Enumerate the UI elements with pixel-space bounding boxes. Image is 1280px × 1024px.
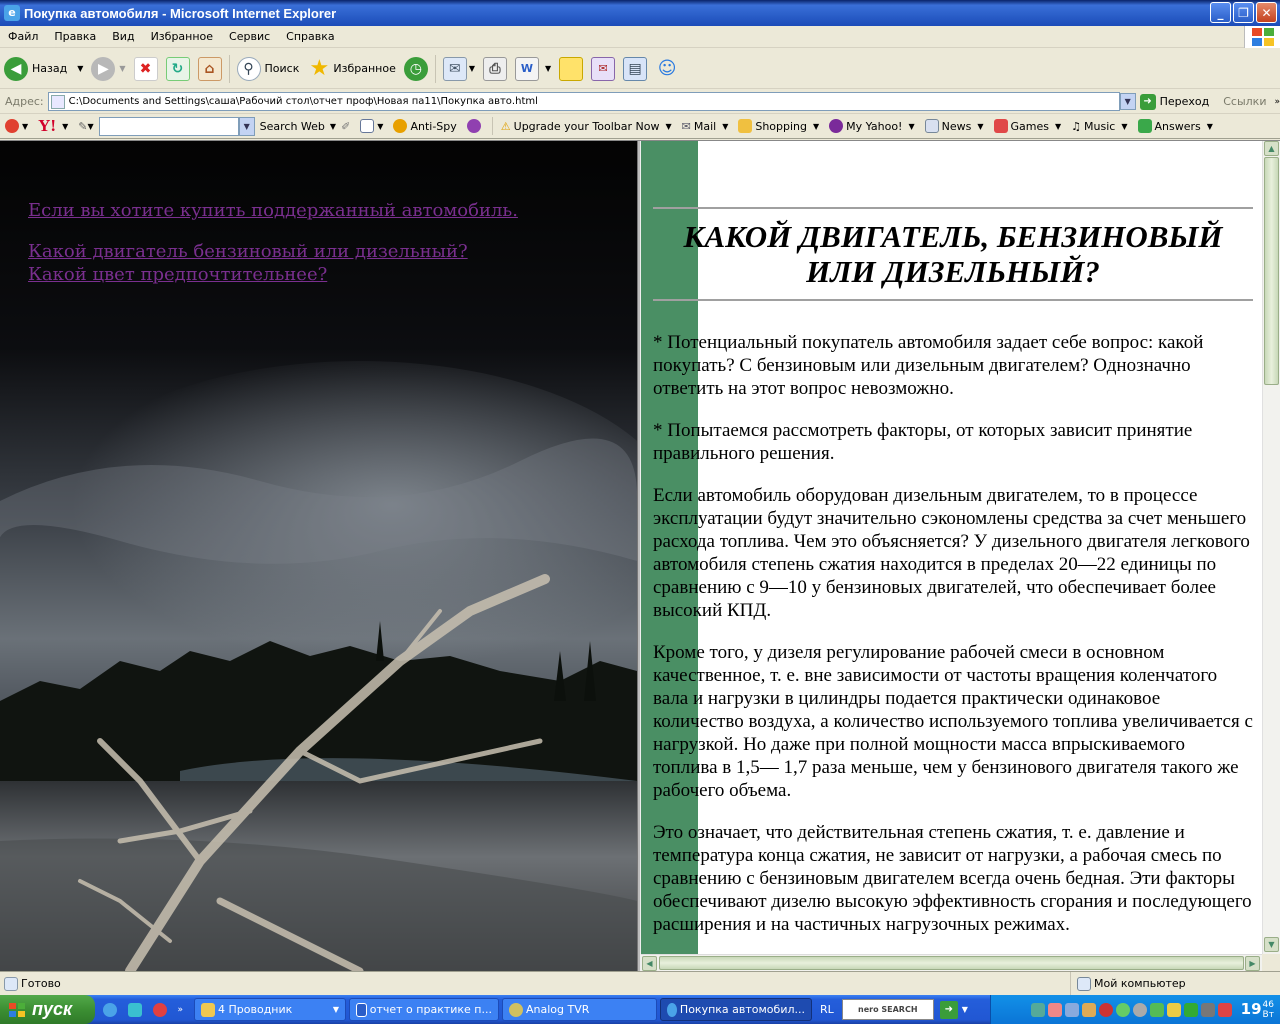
music-note-icon: ♫: [1071, 119, 1082, 133]
stop-icon: ✖: [134, 57, 158, 81]
music-link[interactable]: ♫ Music ▼: [1071, 119, 1128, 133]
popup-blocker-icon: [360, 119, 374, 133]
ie-quicklaunch-icon[interactable]: [103, 1003, 117, 1017]
vertical-scrollbar[interactable]: [1262, 141, 1280, 954]
top-rule: [653, 207, 1253, 209]
taskbar: [0, 995, 1280, 1024]
windows-flag-icon: [8, 1002, 26, 1018]
separator: [229, 55, 230, 83]
refresh-icon: ↻: [166, 57, 190, 81]
quick-launch: [95, 1003, 191, 1017]
search-web-dropdown-icon[interactable]: ▼: [329, 121, 337, 131]
status-bar: [0, 971, 1280, 995]
news-link[interactable]: News ▼: [920, 119, 989, 133]
left-frame: [0, 141, 637, 971]
separator: [435, 55, 436, 83]
radio-button[interactable]: [462, 119, 489, 133]
news-icon: [925, 119, 939, 133]
forward-arrow-icon: ▶: [91, 57, 115, 81]
minimize-button[interactable]: _: [1210, 2, 1231, 23]
paragraph-2: * Попытаемся рассмотреть факторы, от которых зависит принятие правильного решения.: [653, 420, 1193, 464]
print-icon: ⎙: [483, 57, 507, 81]
chevron-icon[interactable]: »: [1274, 96, 1280, 107]
task-ie[interactable]: Покупка автомобил...: [660, 998, 812, 1021]
scroll-down-icon[interactable]: ▼: [1264, 937, 1279, 952]
menu-help[interactable]: Справка: [286, 30, 335, 43]
paragraph-3: Если автомобиль оборудован дизельным двигателем, то в процессе эксплуатации будут значительно сэкономлены средства за счет меньшего расхода топлива. Чем это объясняется? У дизельного двигателя легкового автомобиля степень сжатия находится в пределах 20—22 единицы по сравнению с 9—10 у бензиновых двигателей, что обеспечивает более высокий КПД.: [653, 485, 1250, 621]
history-button[interactable]: [400, 52, 432, 86]
tray-icon-5[interactable]: [1099, 1003, 1113, 1017]
envelope-icon: ✉: [681, 119, 691, 133]
pencil-icon: ✎: [78, 119, 88, 133]
language-indicator[interactable]: RL: [820, 1003, 834, 1016]
folder-icon: [201, 1003, 215, 1017]
tray-icon-7[interactable]: [1133, 1003, 1147, 1017]
scroll-corner: [1262, 954, 1280, 971]
highlight-button[interactable]: [336, 120, 355, 133]
people-icon: ☺: [657, 58, 677, 79]
task-word[interactable]: отчет о практике п...: [349, 998, 499, 1021]
research-icon: ▤: [623, 57, 647, 81]
search-dropdown-icon[interactable]: ▼: [239, 117, 255, 136]
maximize-button[interactable]: ❐: [1233, 2, 1254, 23]
paragraph-4: Кроме того, у дизеля регулирование рабочей смеси в основном качественное, т. е. вне зависимости от частоты вращения коленчатого вала и нагрузки в цилиндры подается практически одинаковое количество воздуха, а количество используемого топлива увеличивается с нагрузкой. Но даже при полной мощности масса впрыскиваемого топлива в 1,5— 1,7 раза меньше, чем у бензинового двигателя такого же рабочего объема.: [653, 642, 1253, 801]
clock: 19 46 Вт: [1240, 999, 1274, 1020]
radio-icon: [467, 119, 481, 133]
address-bar: [0, 90, 1280, 114]
messenger-icon: ✉: [591, 57, 615, 81]
tray-icon-8[interactable]: [1150, 1003, 1164, 1017]
home-button[interactable]: [194, 52, 226, 86]
zone-text: Мой компьютер: [1094, 977, 1186, 990]
horizontal-scrollbar[interactable]: [641, 954, 1262, 971]
yahoo-logo-icon: Y!: [38, 116, 57, 135]
mail-icon: ✉: [443, 57, 467, 81]
toolbar: [0, 49, 1280, 89]
menu-favorites[interactable]: Избранное: [150, 30, 214, 43]
back-arrow-icon: ◀: [4, 57, 28, 81]
nero-dropdown-icon[interactable]: ▼: [961, 1005, 968, 1014]
go-button[interactable]: ➜ Переход: [1136, 91, 1214, 113]
right-frame: [641, 141, 1262, 954]
separator: [492, 117, 493, 135]
status-text: Готово: [21, 977, 61, 990]
contacts-button[interactable]: [651, 52, 683, 86]
yahoo-toolbar: [0, 114, 1280, 139]
scroll-left-icon[interactable]: ◀: [642, 956, 657, 971]
nav-links: [28, 199, 518, 286]
upgrade-button[interactable]: ⚠ Upgrade your Toolbar Now ▼: [500, 119, 672, 133]
answers-link[interactable]: Answers ▼: [1133, 119, 1218, 133]
search-button[interactable]: ⚲ Поиск: [233, 52, 304, 86]
menu-bar: [0, 26, 1280, 48]
search-web-button[interactable]: Search Web: [259, 119, 325, 133]
tvr-icon: [509, 1003, 523, 1017]
address-input[interactable]: C:\Documents and Settings\саша\Рабочий стол\отчет проф\Новая па11\Покупка авто.html: [48, 92, 1120, 111]
scroll-right-icon[interactable]: ▶: [1245, 956, 1260, 971]
windows-logo-icon: [1244, 26, 1280, 48]
myyahoo-icon: [829, 119, 843, 133]
word-task-icon: [356, 1003, 367, 1017]
answers-icon: [1138, 119, 1152, 133]
opera-quicklaunch-icon[interactable]: [153, 1003, 167, 1017]
search-icon: ⚲: [237, 57, 261, 81]
tray-icon-4[interactable]: [1082, 1003, 1096, 1017]
system-tray: [990, 995, 1280, 1024]
yahoo-button[interactable]: Y! ▼: [38, 116, 69, 135]
quicklaunch-expand-icon[interactable]: »: [177, 1004, 184, 1015]
task-explorer[interactable]: 4 Проводник ▼: [194, 998, 346, 1021]
color-link[interactable]: Какой цвет предпочтительнее?: [28, 264, 328, 285]
mail-button[interactable]: ✉ ▼: [439, 52, 479, 86]
go-arrow-icon: ➜: [1140, 94, 1156, 110]
menu-tools[interactable]: Сервис: [229, 30, 271, 43]
mail-link[interactable]: ✉ Mail ▼: [681, 119, 729, 133]
forward-dropdown-icon[interactable]: ▼: [119, 64, 126, 73]
home-icon: ⌂: [198, 57, 222, 81]
page-icon: [51, 95, 65, 109]
page-status-icon: [4, 977, 18, 991]
paragraph-1: * Потенциальный покупатель автомобиля задает себе вопрос: какой покупать? С бензиновым или дизельным двигателем? Однозначно ответить на этот вопрос невозможно.: [653, 332, 1204, 399]
start-button[interactable]: пуск: [0, 995, 95, 1024]
tray-icon-9[interactable]: [1167, 1003, 1181, 1017]
ie-icon: e: [4, 5, 20, 21]
yahoo-search-input[interactable]: [99, 117, 239, 136]
highlight-icon: ✐: [341, 119, 351, 133]
antispy-icon: [393, 119, 407, 133]
history-icon: ◷: [404, 57, 428, 81]
print-button[interactable]: [479, 52, 511, 86]
toolbar-logo-icon: [5, 119, 19, 133]
word-icon: W: [515, 57, 539, 81]
star-icon: ★: [309, 56, 330, 81]
tray-icon-11[interactable]: [1201, 1003, 1215, 1017]
paragraph-5: Это означает, что действительная степень сжатия, т. е. давление и температура конца сжатия, не зависит от нагрузки, а рабочая смесь по сравнению с бензиновым двигателем всегда очень бедная. Эти факторы обеспечивают дизелю высокую эффективность сгорания и последующего расширения и на частичных нагрузочных режимах.: [653, 822, 1252, 935]
games-icon: [994, 119, 1008, 133]
favorites-button[interactable]: ★ Избранное: [303, 52, 399, 86]
games-link[interactable]: Games ▼: [989, 119, 1067, 133]
task-analog-tvr[interactable]: Analog TVR: [502, 998, 657, 1021]
ie-task-icon: [667, 1003, 677, 1017]
pencil-button[interactable]: ✎ ▼: [78, 119, 94, 133]
scroll-up-icon[interactable]: ▲: [1264, 141, 1279, 156]
back-dropdown-icon[interactable]: ▼: [77, 64, 84, 73]
antispy-button[interactable]: Anti-Spy: [388, 119, 461, 133]
browser-content: [0, 140, 1280, 970]
article-heading: КАКОЙ ДВИГАТЕЛЬ, БЕНЗИНОВЫЙ ИЛИ ДИЗЕЛЬНЫЙ?: [683, 219, 1223, 289]
engine-link[interactable]: Какой двигатель бензиновый или дизельный?: [28, 241, 468, 262]
forward-button[interactable]: [87, 52, 129, 86]
toolbar-menu-button[interactable]: ▼: [0, 119, 33, 133]
menu-view[interactable]: Вид: [112, 30, 135, 43]
computer-icon: [1077, 977, 1091, 991]
warning-icon: ⚠: [500, 119, 511, 133]
address-dropdown-icon[interactable]: ▼: [1120, 93, 1136, 110]
popup-blocker-button[interactable]: ▼: [355, 119, 388, 133]
used-car-link[interactable]: Если вы хотите купить поддержанный автомобиль.: [28, 200, 518, 221]
myyahoo-link[interactable]: My Yahoo! ▼: [824, 119, 919, 133]
refresh-button[interactable]: [162, 52, 194, 86]
horizontal-scroll-thumb[interactable]: [659, 956, 1244, 970]
shopping-bag-icon: [738, 119, 752, 133]
tray-icon-2[interactable]: [1048, 1003, 1062, 1017]
vertical-scroll-thumb[interactable]: [1264, 157, 1279, 385]
messenger-quicklaunch-icon[interactable]: [128, 1003, 142, 1017]
tray-icon-6[interactable]: [1116, 1003, 1130, 1017]
research-button[interactable]: [619, 52, 651, 86]
title-bar: [0, 0, 1280, 26]
shopping-link[interactable]: Shopping ▼: [733, 119, 824, 133]
address-label: Адрес:: [5, 95, 44, 108]
links-label[interactable]: Ссылки: [1223, 95, 1267, 108]
menu-edit[interactable]: Правка: [54, 30, 97, 43]
tray-icon-3[interactable]: [1065, 1003, 1079, 1017]
messenger-button[interactable]: [587, 52, 619, 86]
tray-icon-1[interactable]: [1031, 1003, 1045, 1017]
edit-button[interactable]: W ▼: [511, 52, 555, 86]
note-icon: [559, 57, 583, 81]
nero-go-icon[interactable]: ➜: [940, 1001, 958, 1019]
stop-button[interactable]: [130, 52, 162, 86]
back-button[interactable]: ◀ Назад ▼: [0, 52, 87, 86]
article: [653, 207, 1253, 954]
close-button[interactable]: ✕: [1256, 2, 1277, 23]
discuss-button[interactable]: [555, 52, 587, 86]
menu-file[interactable]: Файл: [8, 30, 39, 43]
tray-icon-10[interactable]: [1184, 1003, 1198, 1017]
tray-icon-12[interactable]: [1218, 1003, 1232, 1017]
nero-search-box[interactable]: nero SEARCH: [842, 999, 934, 1020]
window-title: Покупка автомобиля - Microsoft Internet Explorer: [24, 5, 337, 21]
